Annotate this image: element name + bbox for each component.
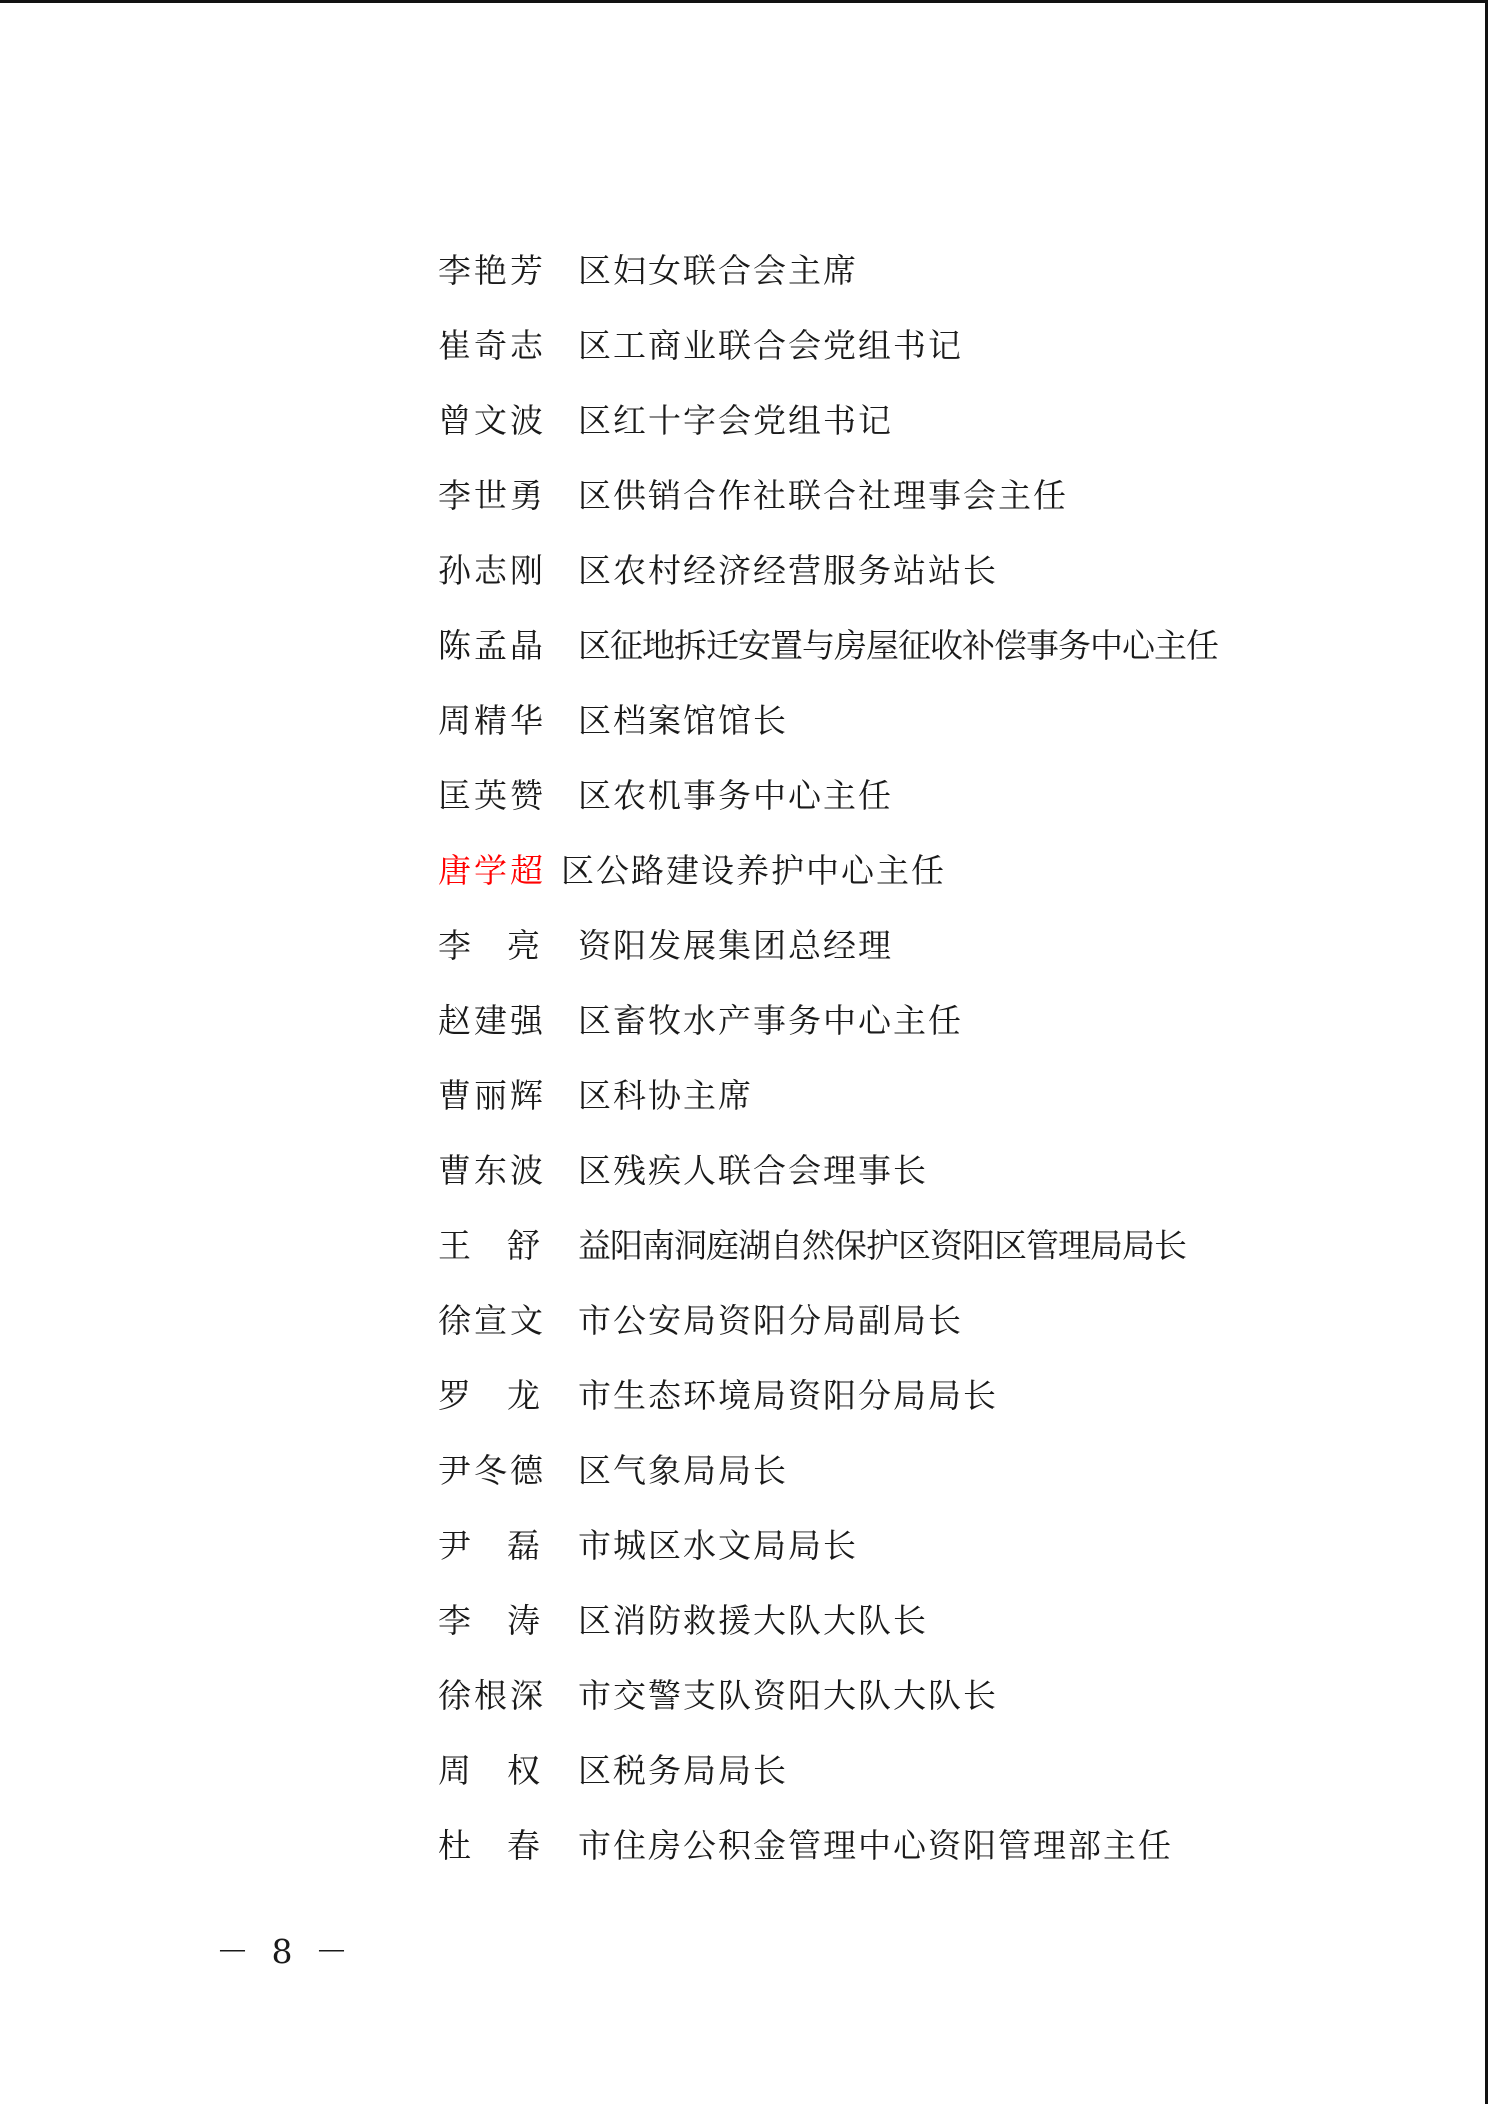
person-name: 曹丽辉 — [438, 1076, 546, 1115]
list-item — [438, 1808, 1338, 1883]
person-name-surname: 李 — [438, 1601, 471, 1640]
person-title: 区工商业联合会党组书记 — [578, 326, 963, 365]
list-item — [438, 458, 1338, 533]
person-name — [438, 1226, 540, 1265]
list-item — [438, 1733, 1338, 1808]
person-title: 区供销合作社联合社理事会主任 — [578, 476, 1068, 515]
list-item — [438, 1358, 1338, 1433]
person-title: 区消防救援大队大队长 — [578, 1601, 928, 1640]
person-name: 崔奇志 — [438, 326, 546, 365]
list-item — [438, 1658, 1338, 1733]
person-title: 区残疾人联合会理事长 — [578, 1151, 928, 1190]
person-name — [438, 1526, 540, 1565]
person-title: 益阳南洞庭湖自然保护区资阳区管理局局长 — [578, 1226, 1186, 1265]
person-name: 李世勇 — [438, 476, 546, 515]
person-title: 市生态环境局资阳分局局长 — [578, 1376, 998, 1415]
person-name: 匡英赞 — [438, 776, 546, 815]
list-item — [438, 983, 1338, 1058]
list-item — [438, 1508, 1338, 1583]
person-title: 区红十字会党组书记 — [578, 401, 893, 440]
list-item — [438, 1133, 1338, 1208]
person-name — [438, 1376, 540, 1415]
person-title: 区科协主席 — [578, 1076, 753, 1115]
person-name — [438, 926, 540, 965]
person-name — [438, 1751, 540, 1790]
person-name — [438, 1601, 540, 1640]
person-name-highlighted: 唐学超 — [438, 851, 546, 890]
person-title: 市城区水文局局长 — [578, 1526, 858, 1565]
person-name: 曾文波 — [438, 401, 546, 440]
person-title: 区畜牧水产事务中心主任 — [578, 1001, 963, 1040]
list-item — [438, 683, 1338, 758]
list-item — [438, 533, 1338, 608]
person-title: 区税务局局长 — [578, 1751, 788, 1790]
list-item — [438, 233, 1338, 308]
person-name-surname: 王 — [438, 1226, 471, 1265]
person-name-surname: 罗 — [438, 1376, 471, 1415]
list-item — [438, 1583, 1338, 1658]
person-title: 市住房公积金管理中心资阳管理部主任 — [578, 1826, 1173, 1865]
person-title: 市交警支队资阳大队大队长 — [578, 1676, 998, 1715]
person-name-given: 舒 — [507, 1226, 540, 1265]
list-item — [438, 608, 1338, 683]
person-name-given: 涛 — [507, 1601, 540, 1640]
person-name-given: 龙 — [507, 1376, 540, 1415]
list-item — [438, 1208, 1338, 1283]
person-name-given: 亮 — [507, 926, 540, 965]
person-title: 区妇女联合会主席 — [578, 251, 858, 290]
list-item — [438, 308, 1338, 383]
person-name-given: 磊 — [507, 1526, 540, 1565]
person-name-given: 权 — [507, 1751, 540, 1790]
person-name — [438, 1826, 540, 1865]
person-name: 李艳芳 — [438, 251, 546, 290]
page-number: － 8 － — [216, 1932, 354, 1971]
page-top-border — [0, 0, 1488, 3]
personnel-list — [438, 233, 1338, 1883]
person-name: 陈孟晶 — [438, 626, 546, 665]
person-name: 曹东波 — [438, 1151, 546, 1190]
list-item — [438, 1283, 1338, 1358]
person-title: 区征地拆迁安置与房屋征收补偿事务中心主任 — [578, 626, 1218, 665]
person-title: 区气象局局长 — [578, 1451, 788, 1490]
person-name-surname: 杜 — [438, 1826, 471, 1865]
person-title: 市公安局资阳分局副局长 — [578, 1301, 963, 1340]
person-name: 周精华 — [438, 701, 546, 740]
person-title: 区农村经济经营服务站站长 — [578, 551, 998, 590]
person-name: 赵建强 — [438, 1001, 546, 1040]
person-name: 尹冬德 — [438, 1451, 546, 1490]
person-title: 资阳发展集团总经理 — [578, 926, 893, 965]
person-title: 区公路建设养护中心主任 — [561, 851, 946, 890]
list-item-highlighted — [438, 833, 1338, 908]
person-name-surname: 周 — [438, 1751, 471, 1790]
person-name-given: 春 — [507, 1826, 540, 1865]
person-title: 区农机事务中心主任 — [578, 776, 893, 815]
person-name: 徐宣文 — [438, 1301, 546, 1340]
person-name: 徐根深 — [438, 1676, 546, 1715]
person-name-surname: 李 — [438, 926, 471, 965]
person-title: 区档案馆馆长 — [578, 701, 788, 740]
list-item — [438, 1433, 1338, 1508]
person-name: 孙志刚 — [438, 551, 546, 590]
list-item — [438, 1058, 1338, 1133]
list-item — [438, 908, 1338, 983]
person-name-surname: 尹 — [438, 1526, 471, 1565]
list-item — [438, 758, 1338, 833]
list-item — [438, 383, 1338, 458]
